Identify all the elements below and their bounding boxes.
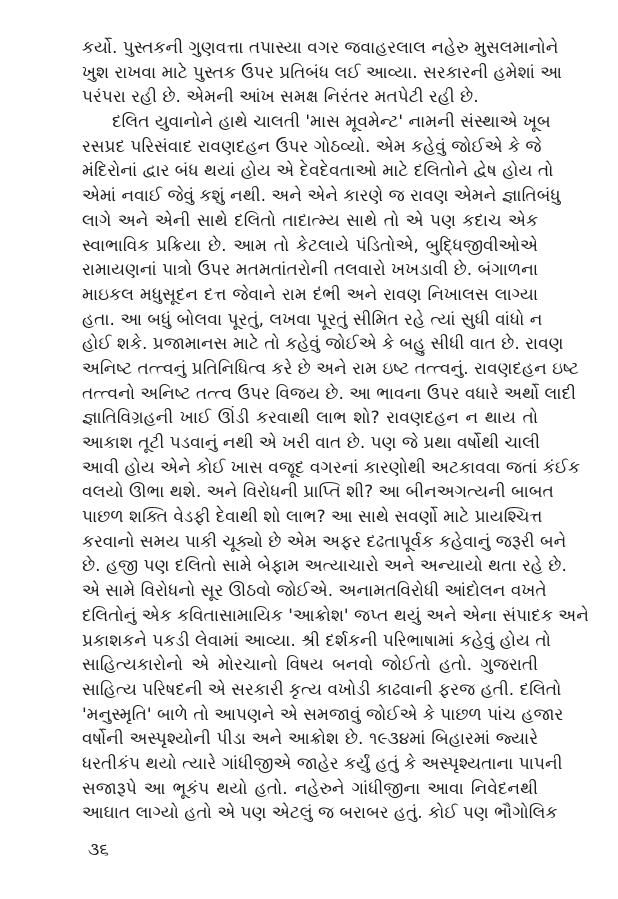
text-line: વર્ષોની અસ્પૃશ્યોની પીડા અને આક્રોશ છે. ૧૯૩૪માં બિહારમાં જ્યારે <box>82 729 538 750</box>
text-line: એ સામે વિરોધનો સૂર ઊઠવો જોઈએ. અનામતવિરોધી આંદોલન વખતે <box>82 581 547 602</box>
text-line: સાહિત્ય પરિષદની એ સરકારી કૃત્ય વખોડી કાઢવાની ફરજ હતી. દલિતો <box>82 679 562 700</box>
text-line: હતા. આ બધું બોલવા પૂરતું, લખવા પૂરતું સીમિત રહે ત્યાં સુધી વાંધો ન <box>82 309 543 330</box>
text-line: તત્ત્વનો અનિષ્ટ તત્ત્વ ઉપર વિજય છે. આ ભાવના ઉપર વધારે અર્થો લાદી <box>82 383 576 404</box>
text-line: જ્ઞાતિવિગ્રહની ખાઈ ઊંડી કરવાથી લાભ શો? રાવણદહન ન થાય તો <box>82 408 538 429</box>
text-line: સ્વાભાવિક પ્રક્રિયા છે. આમ તો કેટલાયે પંડિતોએ, બુદ્ધિજીવીઓએ <box>82 235 538 256</box>
text-line: કર્યો. પુસ્તકની ગુણવત્તા તપાસ્યા વગર જવાહરલાલ નહેરુ મુસલમાનોને <box>82 38 559 58</box>
text-line: આવી હોય એને કોઈ ખાસ વજૂદ વગરનાં કારણોથી અટકાવવા જતાં કંઈક <box>82 457 580 478</box>
text-line: પરંપરા રહી છે. એમની આંખ સમક્ષ નિરંતર મતપેટી રહી છે. <box>82 87 479 108</box>
text-line: આકાશ તૂટી પડવાનું નથી એ ખરી વાત છે. પણ જે પ્રથા વર્ષોથી ચાલી <box>82 433 540 453</box>
text-line: માઇકલ મધુસૂદન દત્ત જેવાને રામ દંભી અને રાવણ નિખાલસ લાગ્યા <box>82 284 538 305</box>
text-line: રામાયણનાં પાત્રો ઉપર મતમતાંતરોની તલવારો ખખડાવી છે. બંગાળના <box>82 260 538 281</box>
text-line: અનિષ્ટ તત્ત્વનું પ્રતિનિધિત્વ કરે છે અને રામ ઇષ્ટ તત્ત્વનું. રાવણદહન ઇષ્ટ <box>82 358 579 379</box>
text-line: 'મનુસ્મૃતિ' બાળે તો આપણને એ સમજાવું જોઈએ કે પાછળ પાંચ હજાર <box>82 704 564 725</box>
text-line: પ્રકાશકને પકડી લેવામાં આવ્યા. શ્રી દર્શકની પરિભાષામાં કહેવું હોય તો <box>82 630 551 651</box>
text-line: હોઈ શકે. પ્રજામાનસ માટે તો કહેવું જોઈએ કે બહુ સીધી વાત છે. રાવણ <box>82 334 564 355</box>
text-line: આઘાત લાગ્યો હતો એ પણ એટલું જ બરાબર હતું. કોઈ પણ ભૌગોલિક <box>82 803 558 824</box>
text-line: વલયો ઊભા થશે. અને વિરોધની પ્રાપ્તિ શી? આ બીનઅગત્યની બાબત <box>82 482 554 503</box>
text-block <box>82 36 589 826</box>
text-line: પાછળ શક્તિ વેડફી દેવાથી શો લાભ? આ સાથે સવર્ણો માટે પ્રાયશ્ચિત્ત <box>82 507 543 528</box>
text-line: ખુશ રાખવા માટે પુસ્તક ઉપર પ્રતિબંધ લઈ આવ્યા. સરકારની હમેશાં આ <box>82 62 562 83</box>
text-line: દલિતોનું એક કવિતાસામાયિક 'આક્રોશ' જપ્ત થયું અને એના સંપાદક અને <box>82 605 589 626</box>
text-line: કરવાનો સમય પાકી ચૂક્યો છે એમ અફર દઢતાપૂર્વક કહેવાનું જરૂરી બને <box>82 531 567 552</box>
text-line: લાગે અને એની સાથે દલિતો તાદાત્મ્ય સાથે તો એ પણ કદાચ એક <box>82 210 538 231</box>
text-line: ધરતીકંપ થયો ત્યારે ગાંધીજીએ જાહેર કર્યું હતું કે અસ્પૃશ્યતાના પાપની <box>82 753 563 774</box>
text-line: સજારૂપે આ ભૂકંપ થયો હતો. નહેરુને ગાંધીજીના આવા નિવેદનથી <box>82 778 538 799</box>
text-line: દલિત યુવાનોને હાથે ચાલતી 'માસ મૂવમેન્ટ' નામની સંસ્થાએ ખૂબ <box>112 112 551 133</box>
text-line: મંદિરોનાં દ્વાર બંધ થયાં હોય એ દેવદેવતાઓ માટે દલિતોને દ્વેષ હોય તો <box>82 161 554 182</box>
text-line: એમાં નવાઈ જેવું કશું નથી. અને એને કારણે જ રાવણ એમને જ્ઞાતિબંધુ <box>82 186 561 207</box>
text-line: છે. હજી પણ દલિતો સામે બેફામ અત્યાચારો અને અન્યાયો થતા રહે છે. <box>82 556 567 577</box>
text-line: રસપ્રદ પરિસંવાદ રાવણદહન ઉપર ગોઠવ્યો. એમ કહેવું જોઈએ કે જે <box>82 136 542 157</box>
text-line: સાહિત્યકારોનો એ મોરચાનો વિષય બનવો જોઈતો હતો. ગુજરાતી <box>82 655 538 676</box>
page-number: ૩૬ <box>88 840 109 860</box>
